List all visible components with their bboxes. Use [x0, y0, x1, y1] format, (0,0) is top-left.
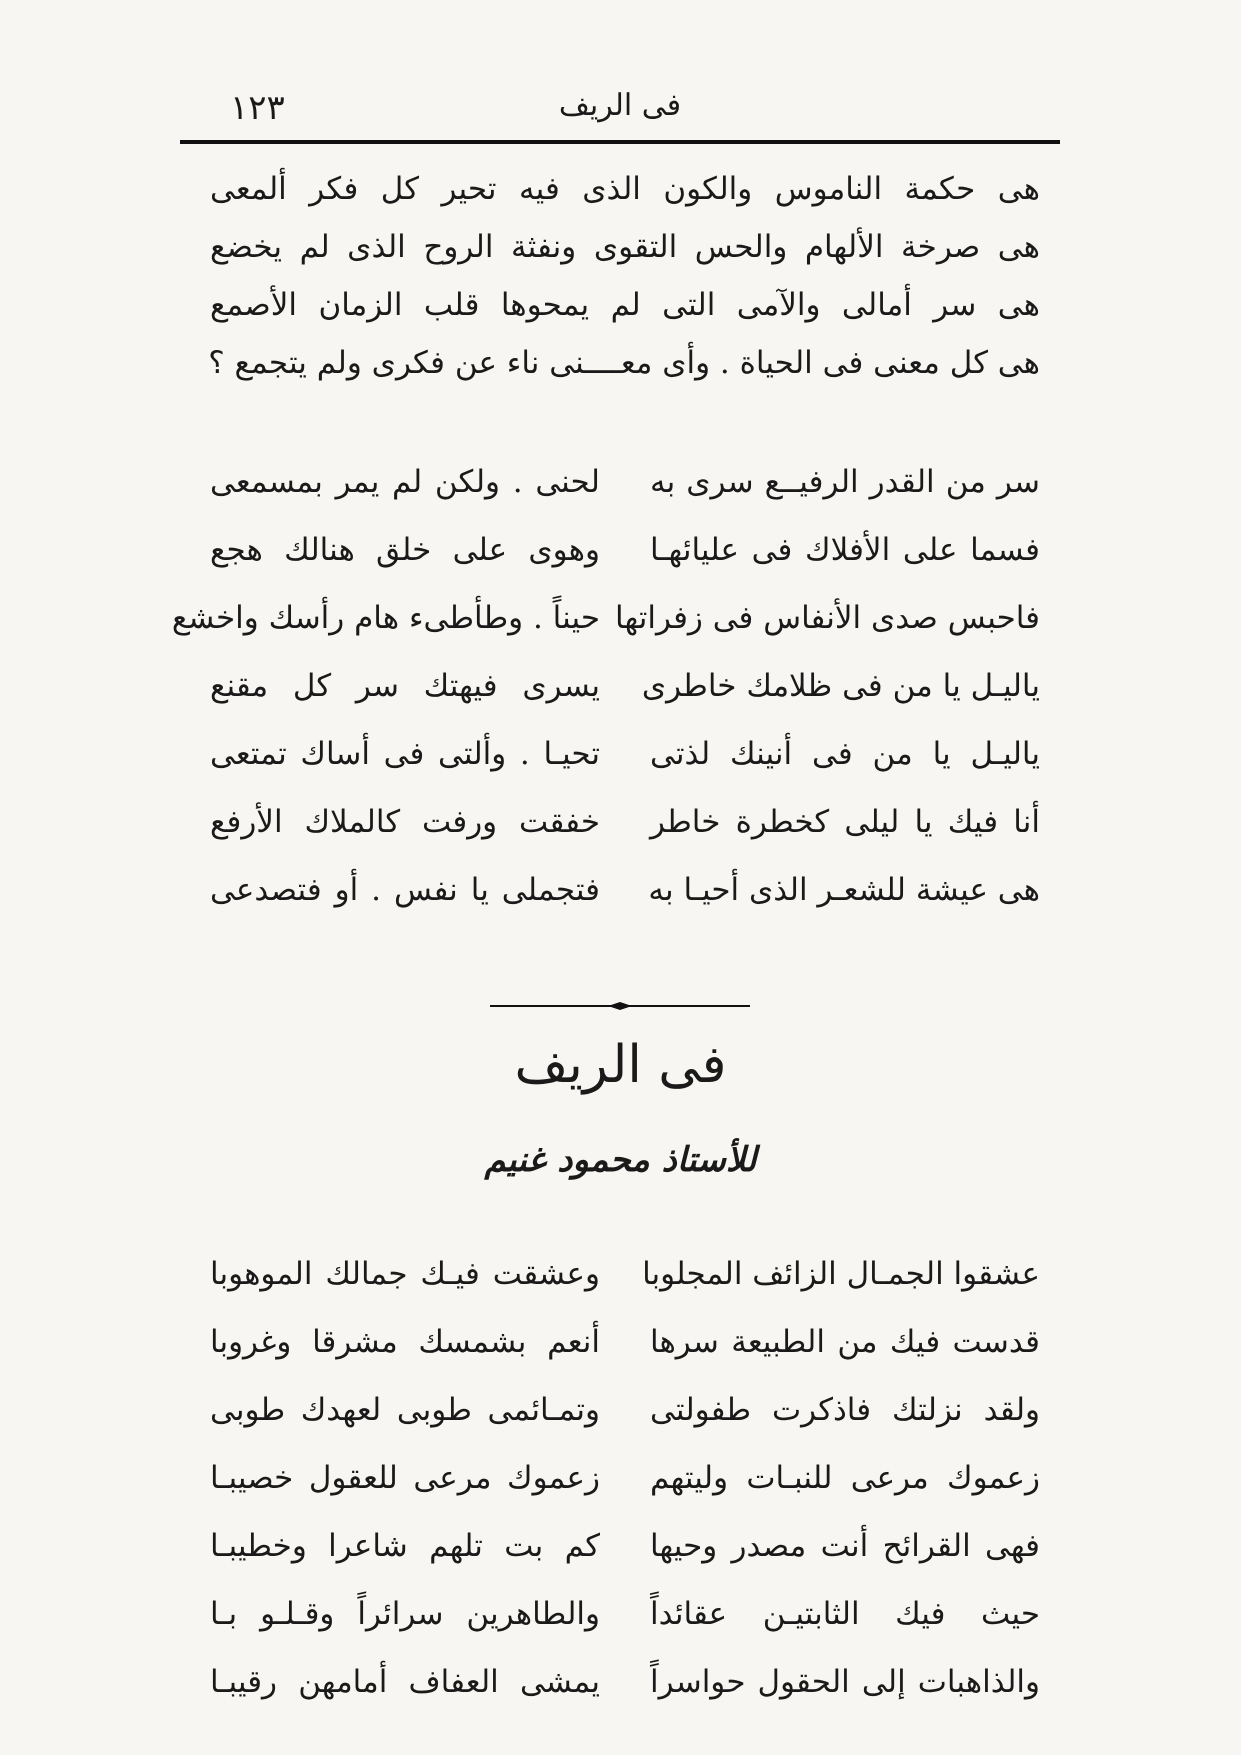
prose-line: هى صرخة الألهام والحس التقوى ونفثة الروح الذى لم يخضع — [210, 229, 1040, 265]
page-header — [180, 88, 1060, 138]
verse-line — [210, 1376, 1040, 1444]
first-hemistich: ياليـل يا من فى ظلامك خاطرى — [641, 668, 1040, 704]
second-hemistich: خفقت ورفت كالملاك الأرفع — [210, 804, 600, 840]
first-hemistich: زعموك مرعى للنبـات وليتهم — [650, 1460, 1040, 1496]
verse-line — [210, 448, 1040, 516]
second-hemistich: وتمـائمى طوبى لعهدك طوبى — [210, 1392, 600, 1428]
second-hemistich: وهوى على خلق هنالك هجع — [210, 532, 600, 568]
prose-line: هى كل معنى فى الحياة . وأى معــــنى ناء عن فكرى ولم يتجمع ؟ — [208, 345, 1040, 381]
poem-author: للأستاذ محمود غنيم — [484, 1140, 757, 1180]
running-title: فى الريف — [558, 88, 682, 123]
verse-stanza — [210, 1240, 1040, 1716]
verse-line — [171, 584, 1040, 652]
verse-line — [210, 516, 1040, 584]
first-hemistich: ولقد نزلتك فاذكرت طفولتى — [650, 1392, 1040, 1428]
verse-line — [210, 1308, 1040, 1376]
second-hemistich: يسرى فيهتك سر كل مقنع — [210, 668, 600, 704]
second-hemistich: حيناً . وطأطىء هام رأسك واخشع — [171, 600, 600, 636]
second-hemistich: والطاهرين سرائراً وقـلـو بـا — [210, 1596, 600, 1632]
verse-line — [210, 1240, 1040, 1308]
verse-line — [210, 652, 1040, 720]
second-hemistich: تحيـا . وألتى فى أساك تمتعى — [210, 736, 600, 772]
first-hemistich: هى عيشة للشعـر الذى أحيـا به — [648, 872, 1040, 908]
first-hemistich: عشقوا الجمـال الزائف المجلوبا — [642, 1256, 1040, 1292]
first-hemistich: فاحبس صدى الأنفاس فى زفراتها — [615, 600, 1040, 636]
verse-line — [210, 1580, 1040, 1648]
prose-line: هى حكمة الناموس والكون الذى فيه تحير كل فكر ألمعى — [210, 171, 1040, 207]
first-hemistich: فسما على الأفلاك فى عليائهـا — [650, 532, 1040, 568]
verse-line — [210, 788, 1040, 856]
verse-line — [210, 720, 1040, 788]
second-hemistich: زعموك مرعى للعقول خصيبـا — [210, 1460, 600, 1496]
second-hemistich: يمشى العفاف أمامهن رقيبـا — [210, 1664, 600, 1700]
verse-line — [210, 1444, 1040, 1512]
second-hemistich: لحنى . ولكن لم يمر بمسمعى — [210, 464, 600, 500]
poem-title: فى الريف — [514, 1035, 727, 1095]
section-divider — [490, 1000, 750, 1012]
second-hemistich: كم بت تلهم شاعرا وخطيبـا — [210, 1528, 600, 1564]
first-hemistich: والذاهبات إلى الحقول حواسراً — [650, 1664, 1040, 1700]
verse-line — [210, 1648, 1040, 1716]
verse-line — [210, 856, 1040, 924]
verse-line — [210, 1512, 1040, 1580]
prose-line: هى سر أمالى والآمى التى لم يمحوها قلب الزمان الأصمع — [210, 287, 1040, 323]
verse-stanza — [171, 448, 1040, 924]
page-number: ١٢٣ — [230, 88, 285, 128]
first-hemistich: فهى القرائح أنت مصدر وحيها — [650, 1528, 1040, 1564]
second-hemistich: وعشقت فيـك جمالك الموهوبا — [210, 1256, 600, 1292]
prose-stanza — [210, 160, 1040, 392]
first-hemistich: أنا فيك يا ليلى كخطرة خاطر — [650, 804, 1040, 840]
header-rule — [180, 140, 1060, 144]
first-hemistich: سر من القدر الرفيــع سرى به — [650, 464, 1040, 500]
second-hemistich: أنعم بشمسك مشرقا وغروبا — [210, 1324, 600, 1360]
first-hemistich: قدست فيك من الطبيعة سرها — [650, 1324, 1040, 1360]
first-hemistich: حيث فيك الثابتيـن عقائداً — [650, 1596, 1040, 1632]
second-hemistich: فتجملى يا نفس . أو فتصدعى — [210, 872, 600, 908]
first-hemistich: ياليـل يا من فى أنينك لذتى — [650, 736, 1040, 772]
